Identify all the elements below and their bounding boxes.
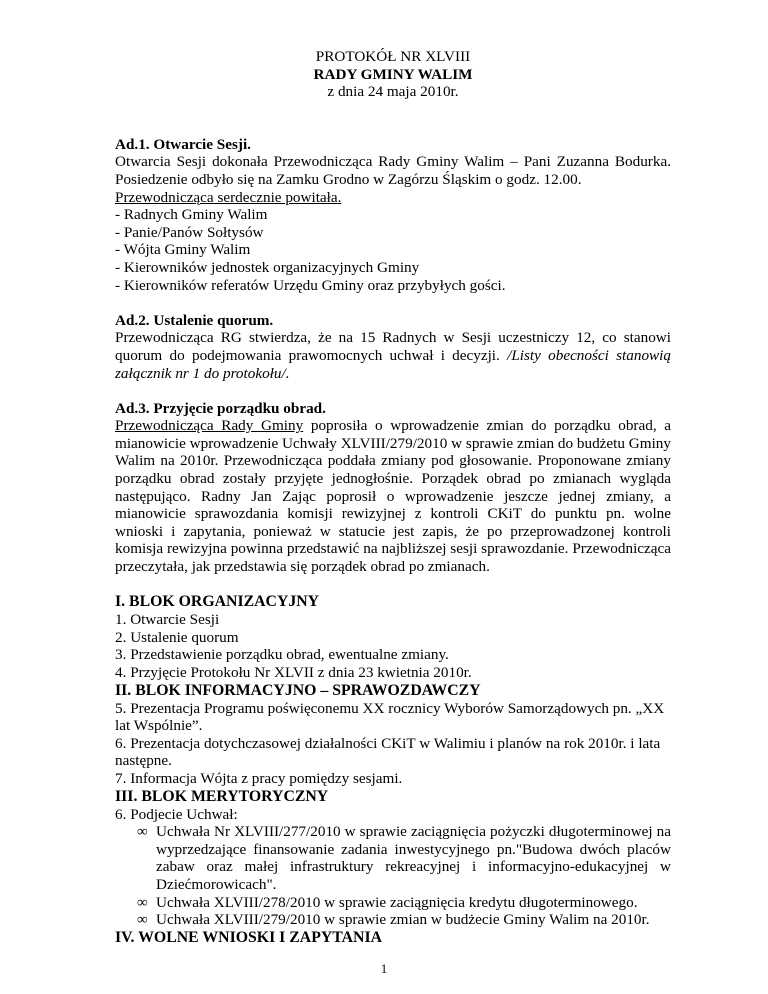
resolution-text: Uchwała Nr XLVIII/277/2010 w sprawie zaciągnięcia pożyczki długoterminowej na wyprzedzające finansowanie zadania inwestycyjnego pn."Budowa dwóch placów zabaw oraz małej infrastruktury rekreacyjnej i informacyjno-edukacyjnej w Dziećmorowicach". bbox=[156, 823, 671, 893]
infinity-bullet-icon: ∞ bbox=[137, 893, 148, 911]
agenda-block4-title: IV. WOLNE WNIOSKI I ZAPYTANIA bbox=[115, 928, 383, 946]
ad1-item: - Wójta Gminy Walim bbox=[115, 241, 251, 259]
ad1-item: - Panie/Panów Sołtysów bbox=[115, 223, 264, 241]
infinity-bullet-icon: ∞ bbox=[137, 823, 148, 841]
council-name: RADY GMINY WALIM bbox=[313, 65, 473, 83]
section-ad2 bbox=[115, 312, 671, 382]
resolution-item bbox=[115, 911, 671, 929]
resolution-text: Uchwała XLVIII/278/2010 w sprawie zaciągnięcia kredytu długoterminowego. bbox=[156, 893, 638, 911]
resolution-item bbox=[115, 823, 671, 893]
agenda-block2-title: II. BLOK INFORMACYJNO – SPRAWOZDAWCZY bbox=[115, 681, 481, 699]
agenda-item: 6. Prezentacja dotychczasowej działalności CKiT w Walimiu i planów na rok 2010r. i lata następne. bbox=[115, 734, 661, 770]
page-number: 1 bbox=[380, 962, 388, 976]
agenda-item: 5. Prezentacja Programu poświęconemu XX rocznicy Wyborów Samorządowych pn. „XX lat Wspólnie”. bbox=[115, 699, 665, 735]
agenda-item: 1. Otwarcie Sesji bbox=[115, 611, 220, 629]
ad1-greeting: Przewodnicząca serdecznie powitała. bbox=[115, 188, 342, 206]
ad3-title: Ad.3. Przyjęcie porządku obrad. bbox=[115, 399, 326, 417]
infinity-bullet-icon: ∞ bbox=[137, 911, 148, 929]
ad3-lead: Przewodnicząca Rady Gminy bbox=[115, 417, 304, 435]
agenda-block1-title: I. BLOK ORGANIZACYJNY bbox=[115, 593, 320, 611]
agenda bbox=[115, 593, 671, 947]
agenda-block3-title: III. BLOK MERYTORYCZNY bbox=[115, 787, 329, 805]
ad2-paragraph bbox=[115, 329, 671, 382]
agenda-item: 7. Informacja Wójta z pracy pomiędzy sesjami. bbox=[115, 769, 403, 787]
ad1-item: - Kierowników jednostek organizacyjnych Gminy bbox=[115, 258, 420, 276]
agenda-item: 4. Przyjęcie Protokołu Nr XLVII z dnia 23 kwietnia 2010r. bbox=[115, 664, 472, 681]
resolution-text: Uchwała XLVIII/279/2010 w sprawie zmian w budżecie Gminy Walim na 2010r. bbox=[156, 911, 650, 929]
protocol-date: z dnia 24 maja 2010r. bbox=[327, 83, 459, 101]
ad2-text: Przewodnicząca RG stwierdza, że na 15 Radnych w Sesji uczestniczy 12, co stanowi quorum do podejmowania prawomocnych uchwał i decyzji. bbox=[115, 329, 671, 364]
resolution-list bbox=[115, 823, 671, 929]
protocol-number: PROTOKÓŁ NR XLVIII bbox=[315, 48, 471, 65]
ad1-title: Ad.1. Otwarcie Sesji. bbox=[115, 135, 251, 153]
ad2-note: /Listy obecności stanowią załącznik nr 1 do protokołu/. bbox=[115, 346, 671, 382]
ad2-title: Ad.2. Ustalenie quorum. bbox=[115, 311, 274, 329]
agenda-block3-intro: 6. Podjecie Uchwał: bbox=[115, 805, 238, 823]
ad1-item: - Kierowników referatów Urzędu Gminy oraz przybyłych gości. bbox=[115, 276, 506, 294]
ad1-item: - Radnych Gminy Walim bbox=[115, 206, 268, 224]
section-ad1 bbox=[115, 136, 671, 294]
ad1-text: Otwarcia Sesji dokonała Przewodnicząca Rady Gminy Walim – Pani Zuzanna Bodurka. Posiedzenie odbyło się na Zamku Grodno w Zagórzu Śląskim o godz. 12.00. bbox=[115, 153, 671, 188]
document-body bbox=[115, 48, 671, 947]
ad3-paragraph bbox=[115, 417, 671, 575]
section-ad3 bbox=[115, 400, 671, 576]
document-header bbox=[115, 48, 671, 101]
resolution-item bbox=[115, 894, 671, 912]
agenda-item: 2. Ustalenie quorum bbox=[115, 628, 239, 646]
agenda-item: 3. Przedstawienie porządku obrad, ewentualne zmiany. bbox=[115, 646, 449, 664]
ad3-text: poprosiła o wprowadzenie zmian do porządku obrad, a mianowicie wprowadzenie Uchwały XLVIII/279/2010 w sprawie zmian do budżetu Gminy Walim na 2010r. Przewodnicząca poddała zmiany pod głosowanie. Proponowane zmiany porządku obrad zostały przyjęte jednogłośnie. Porządek obrad po zmianach wygląda następująco. Radny Jan Zając poprosił o wprowadzenie jeszcze jednej zmiany, a mianowicie sprawozdania komisji rewizyjnej z kontroli CKiT do punktu pn. wolne wnioski i zapytania, ponieważ w statucie jest zapis, że po przeprowadzonej kontroli komisja rewizyjna powinna przedstawić na najbliższej sesji sprawozdanie. Przewodnicząca przeczytała, jak przedstawia się porządek obrad po zmianach. bbox=[115, 417, 672, 576]
